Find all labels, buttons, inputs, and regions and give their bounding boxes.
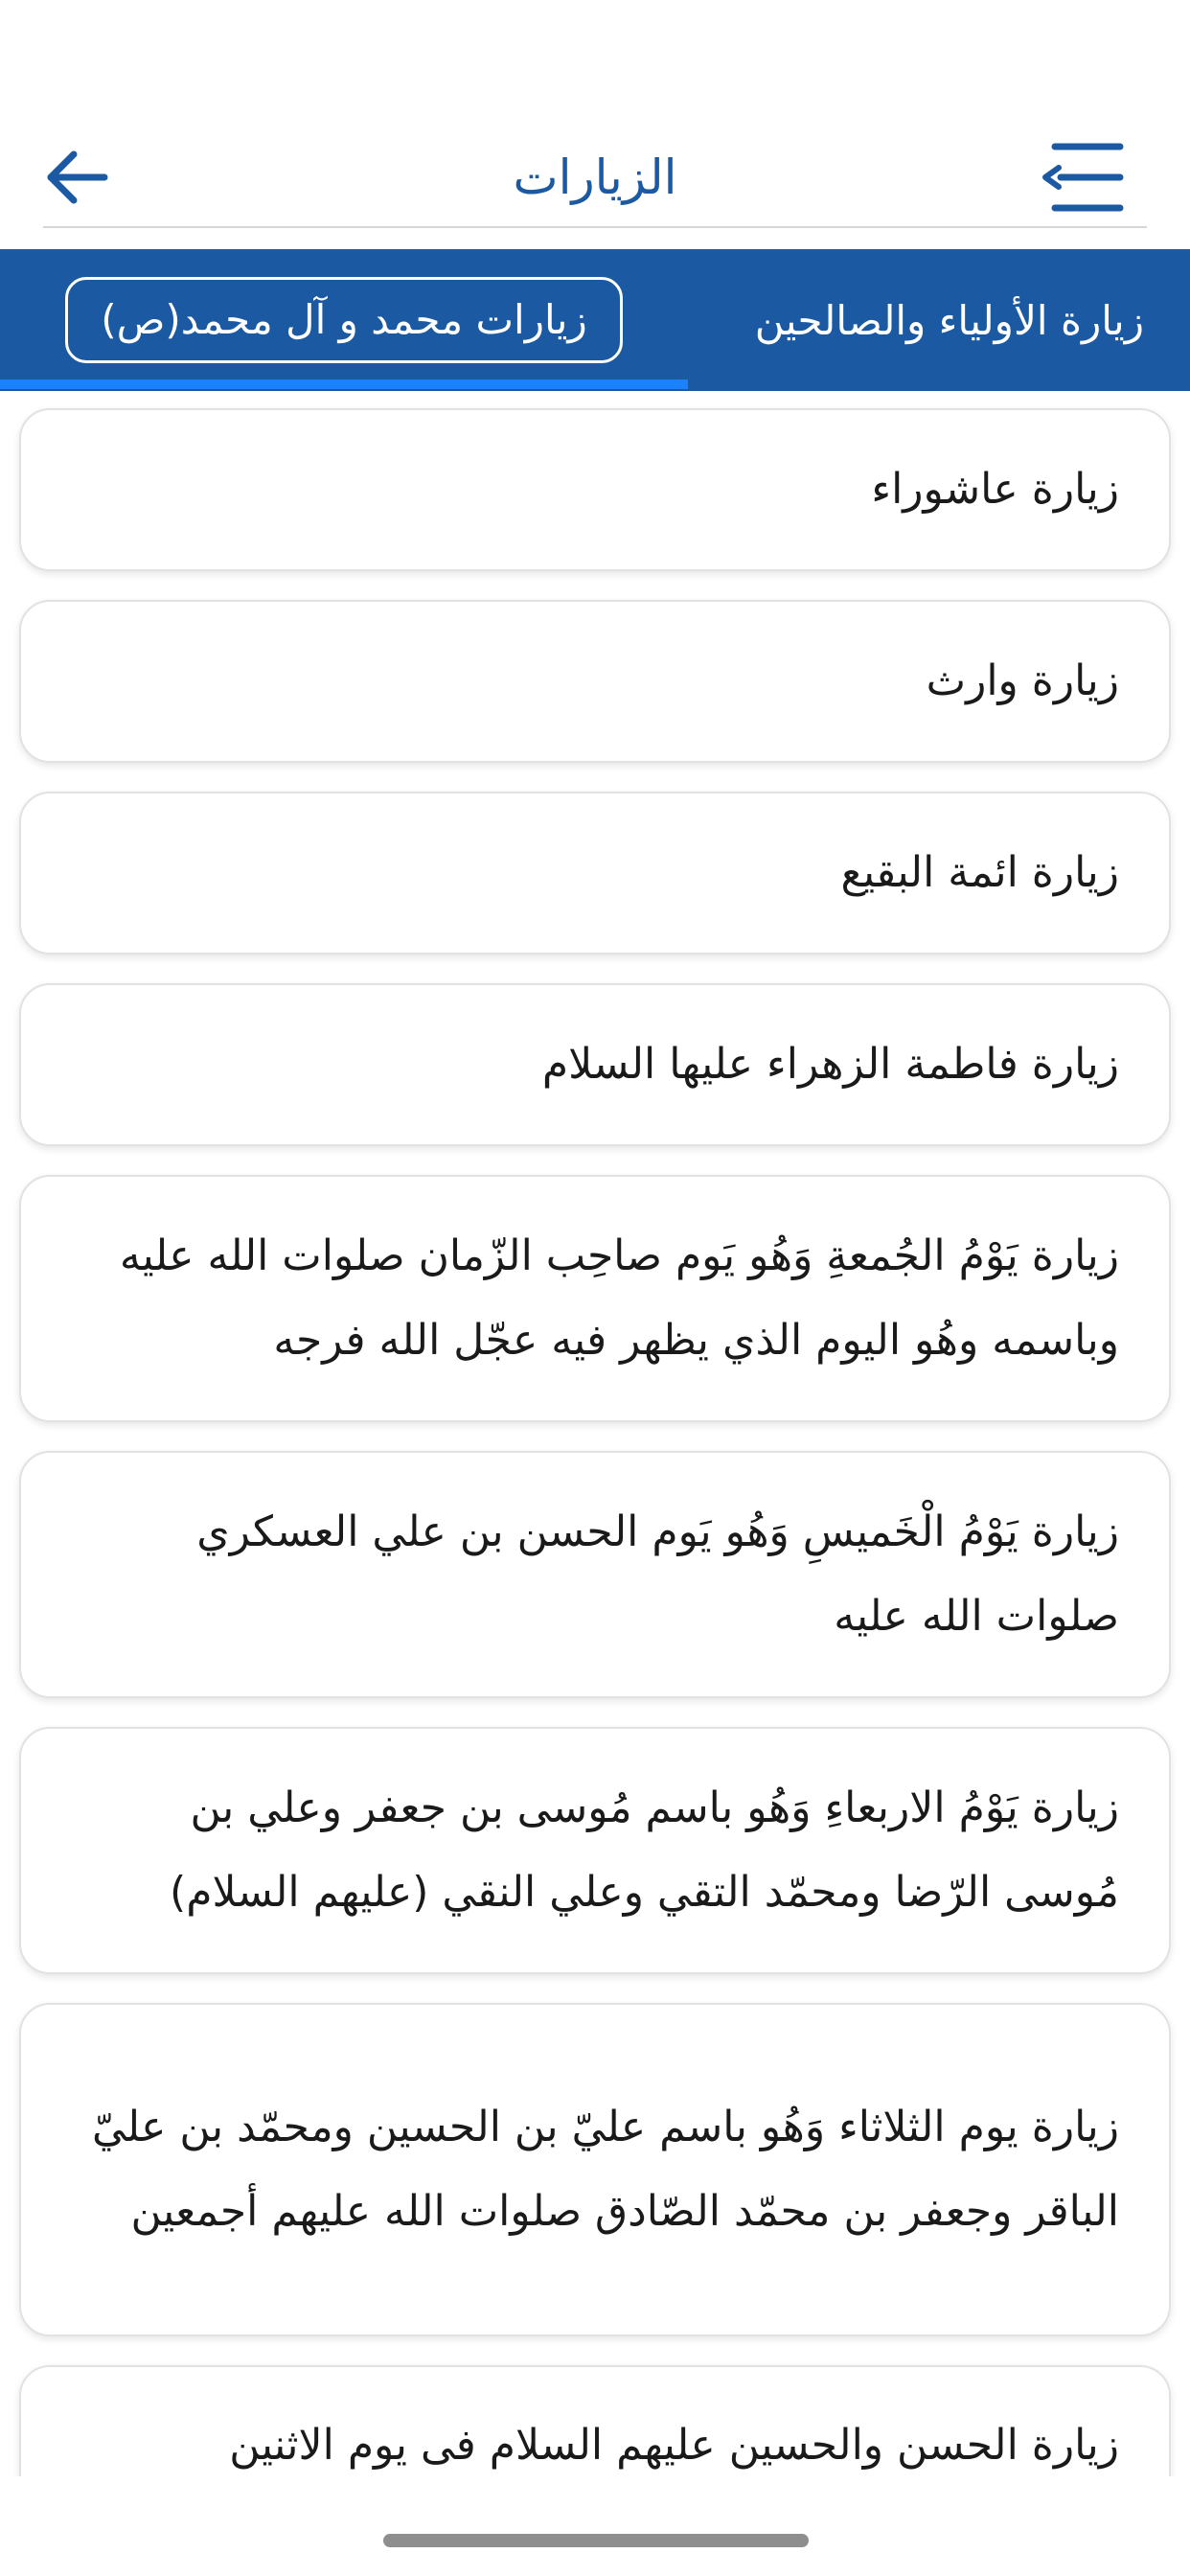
list-item-warith[interactable] xyxy=(19,600,1171,763)
list-item-label: زيارة يَوْمُ الاربعاءِ وَهُو باسم مُوسى بن جعفر وعلي بن مُوسى الرّضا ومحمّد التقي وعلي النقي (عليهم السلام) xyxy=(170,1783,1119,1917)
list-item-label: زيارة ائمة البقيع xyxy=(840,848,1119,897)
list-item-label: زيارة عاشوراء xyxy=(871,465,1119,514)
menu-icon xyxy=(1040,141,1126,214)
list-item-fatima[interactable] xyxy=(19,983,1171,1146)
tab-awliya-salihin[interactable] xyxy=(688,249,1190,391)
list-item-label: زيارة يوم الثلاثاء وَهُو باسم عليّ بن الحسين ومحمّد بن عليّ الباقر وجعفر بن محمّد الصّادق صلوات الله عليهم أجمعين xyxy=(91,2103,1119,2236)
list-item-baqi[interactable] xyxy=(19,792,1171,954)
list-item-label: زيارة فاطمة الزهراء عليها السلام xyxy=(541,1040,1119,1089)
list-item-wednesday[interactable] xyxy=(19,1727,1171,1974)
status-bar xyxy=(0,0,1190,105)
list-item-label: زيارة وارث xyxy=(926,656,1119,705)
list-item-tuesday[interactable] xyxy=(19,2003,1171,2336)
list-item-label: زيارة يَوْمُ الْخَميسِ وَهُو يَوم الحسن بن علي العسكري صلوات الله عليه xyxy=(196,1507,1119,1641)
ziyarat-list[interactable] xyxy=(0,391,1190,2476)
home-indicator xyxy=(383,2534,809,2547)
tab-muhammad-family-label: زيارات محمد و آل محمد(ص) xyxy=(65,277,623,363)
tab-bar xyxy=(0,249,1190,391)
selected-tab-indicator xyxy=(0,380,688,389)
list-item-label: زيارة الحسن والحسين عليهم السلام فى يوم الاثنين xyxy=(229,2421,1119,2470)
arrow-left-icon xyxy=(43,149,110,206)
list-item-label: زيارة يَوْمُ الجُمعةِ وَهُو يَوم صاحِب الزّمان صلوات الله عليه وباسمه وهُو اليوم الذي يظهر فيه عجّل الله فرجه xyxy=(119,1231,1119,1365)
tab-muhammad-family[interactable] xyxy=(0,249,688,391)
list-item-thursday[interactable] xyxy=(19,1451,1171,1698)
list-item-ashura[interactable] xyxy=(19,408,1171,571)
back-button[interactable] xyxy=(38,139,115,216)
header-divider xyxy=(43,226,1147,228)
list-item-monday[interactable] xyxy=(19,2365,1171,2476)
tab-awliya-salihin-label: زيارة الأولياء والصالحين xyxy=(754,296,1144,344)
list-item-friday[interactable] xyxy=(19,1175,1171,1422)
page-title: الزيارات xyxy=(513,150,677,205)
menu-button[interactable] xyxy=(1035,139,1131,216)
